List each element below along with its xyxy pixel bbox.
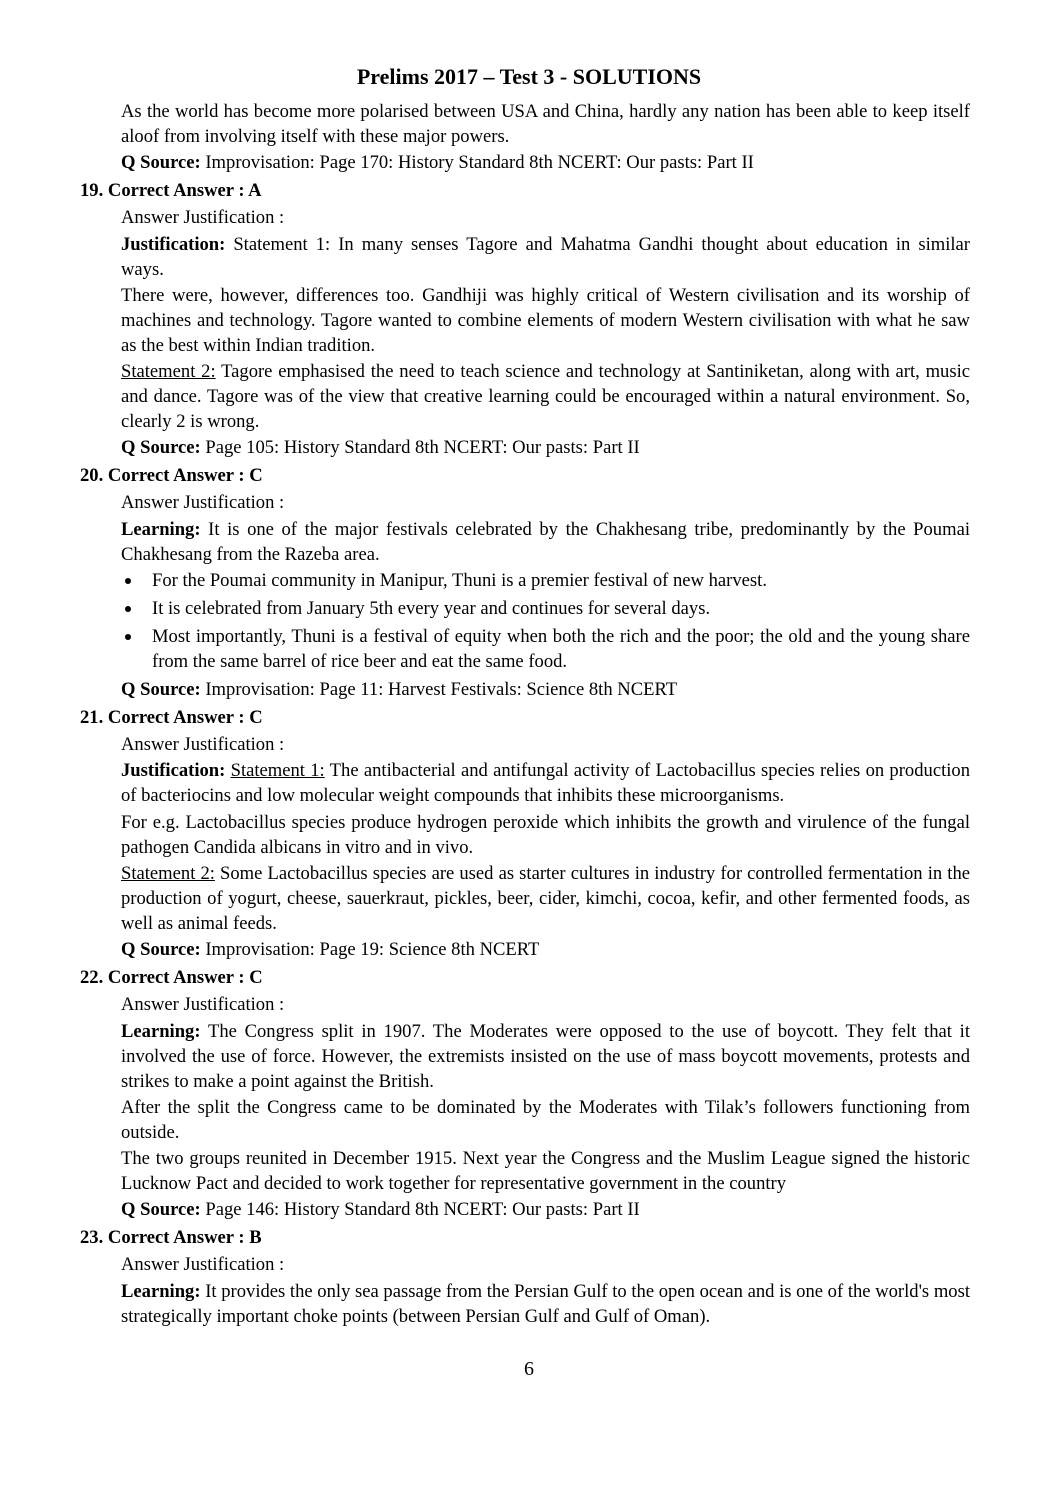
statement-label: Statement 1: [230,760,325,782]
paragraph: There were, however, differences too. Gandhiji was highly critical of Western civilisation and its worship of machines and technology. Tagore wanted to combine elements of modern Western civilisation with what he saw as the best within Indian tradition. [121,284,970,356]
list-item [121,624,970,674]
list-item-text: Most importantly, Thuni is a festival of equity when both the rich and the poor; the old and the young share from the same barrel of rice beer and eat the same food. [152,626,970,673]
paragraph: The two groups reunited in December 1915. Next year the Congress and the Muslim League signed the historic Lucknow Pact and decided to work together for representative government in the country [121,1148,970,1195]
bullet-icon [125,578,131,584]
answer-justification-label: Answer Justification : [121,1254,285,1276]
learning-text: It is one of the major festivals celebrated by the Chakhesang tribe, predominantly by the Poumai Chakhesang from the Razeba area. [121,518,970,565]
list-item [121,596,970,621]
question-20 [80,463,970,702]
learning-paragraph [121,1279,970,1329]
answer-justification-label: Answer Justification : [121,207,285,229]
learning-text: The Congress split in 1907. The Moderates were opposed to the use of boycott. They felt that it involved the use of force. However, the extremists insisted on the use of mass boycott movements, protests and strikes to make a point against the British. [121,1020,970,1092]
justification-label: Justification: [121,233,226,255]
list-item [121,568,970,593]
source-text: Page 105: History Standard 8th NCERT: Our pasts: Part II [200,437,640,459]
source-text: Improvisation: Page 11: Harvest Festivals: Science 8th NCERT [200,679,678,701]
learning-label: Learning: [121,1020,201,1042]
bullet-icon [125,606,131,612]
justification-paragraph [121,758,970,808]
source-text: Improvisation: Page 170: History Standard 8th NCERT: Our pasts: Part II [200,152,754,174]
source-label: Q Source: [121,437,201,459]
answer-heading: 20. Correct Answer : C [80,464,263,486]
answer-heading: 19. Correct Answer : A [80,179,262,201]
statement-paragraph [121,861,970,936]
bullet-list [121,568,970,674]
intro-section [80,99,970,175]
learning-paragraph [121,517,970,567]
statement-text: Tagore emphasised the need to teach science and technology at Santiniketan, along with art, music and dance. Tagore was of the view that creative learning could be encouraged within a natural environment. So, clearly 2 is wrong. [121,361,970,433]
justification-label: Justification: [121,760,226,782]
question-19 [80,178,970,461]
page-number: 6 [524,1358,534,1380]
statement-text: The antibacterial and antifungal activity of Lactobacillus species relies on production of bacteriocins and low molecular weight compounds that inhibits these microorganisms. [121,760,970,807]
justification-text: Statement 1: In many senses Tagore and Mahatma Gandhi thought about education in similar ways. [121,233,970,280]
question-source [121,1197,970,1222]
question-source [121,677,970,702]
source-label: Q Source: [121,152,201,174]
paragraph: For e.g. Lactobacillus species produce hydrogen peroxide which inhibits the growth and virulence of the fungal pathogen Candida albicans in vitro and in vivo. [121,811,970,858]
question-21 [80,705,970,963]
source-label: Q Source: [121,939,201,961]
question-22 [80,965,970,1223]
question-23 [80,1225,970,1329]
learning-paragraph [121,1019,970,1094]
source-label: Q Source: [121,1199,201,1221]
question-source [121,435,970,460]
list-item-text: It is celebrated from January 5th every year and continues for several days. [152,598,711,620]
page-title: Prelims 2017 – Test 3 - SOLUTIONS [356,64,702,89]
content-area [80,99,970,1330]
bullet-icon [125,634,131,640]
statement-text: Some Lactobacillus species are used as starter cultures in industry for controlled fermentation in the production of yogurt, cheese, sauerkraut, pickles, beer, cider, kimchi, cocoa, kefir, and other fermented foods, as well as animal feeds. [121,862,970,934]
intro-paragraph: As the world has become more polarised between USA and China, hardly any nation has been able to keep itself aloof from involving itself with these major powers. [121,101,970,147]
question-source [121,937,970,962]
answer-heading: 21. Correct Answer : C [80,706,263,728]
answer-justification-label: Answer Justification : [121,492,285,514]
answer-justification-label: Answer Justification : [121,994,285,1016]
learning-label: Learning: [121,1280,201,1302]
learning-label: Learning: [121,518,201,540]
paragraph: After the split the Congress came to be dominated by the Moderates with Tilak’s followers functioning from outside. [121,1096,970,1143]
intro-source [121,150,970,175]
learning-text: It provides the only sea passage from the Persian Gulf to the open ocean and is one of the world's most strategically important choke points (between Persian Gulf and Gulf of Oman). [121,1280,970,1327]
answer-heading: 22. Correct Answer : C [80,966,263,988]
list-item-text: For the Poumai community in Manipur, Thuni is a premier festival of new harvest. [152,570,767,592]
statement-label: Statement 2: [121,862,215,884]
answer-heading: 23. Correct Answer : B [80,1226,262,1248]
source-text: Page 146: History Standard 8th NCERT: Our pasts: Part II [200,1199,640,1221]
justification-paragraph [121,232,970,282]
answer-justification-label: Answer Justification : [121,734,285,756]
statement-paragraph [121,359,970,434]
source-text: Improvisation: Page 19: Science 8th NCERT [200,939,540,961]
statement-label: Statement 2: [121,361,216,383]
source-label: Q Source: [121,679,201,701]
